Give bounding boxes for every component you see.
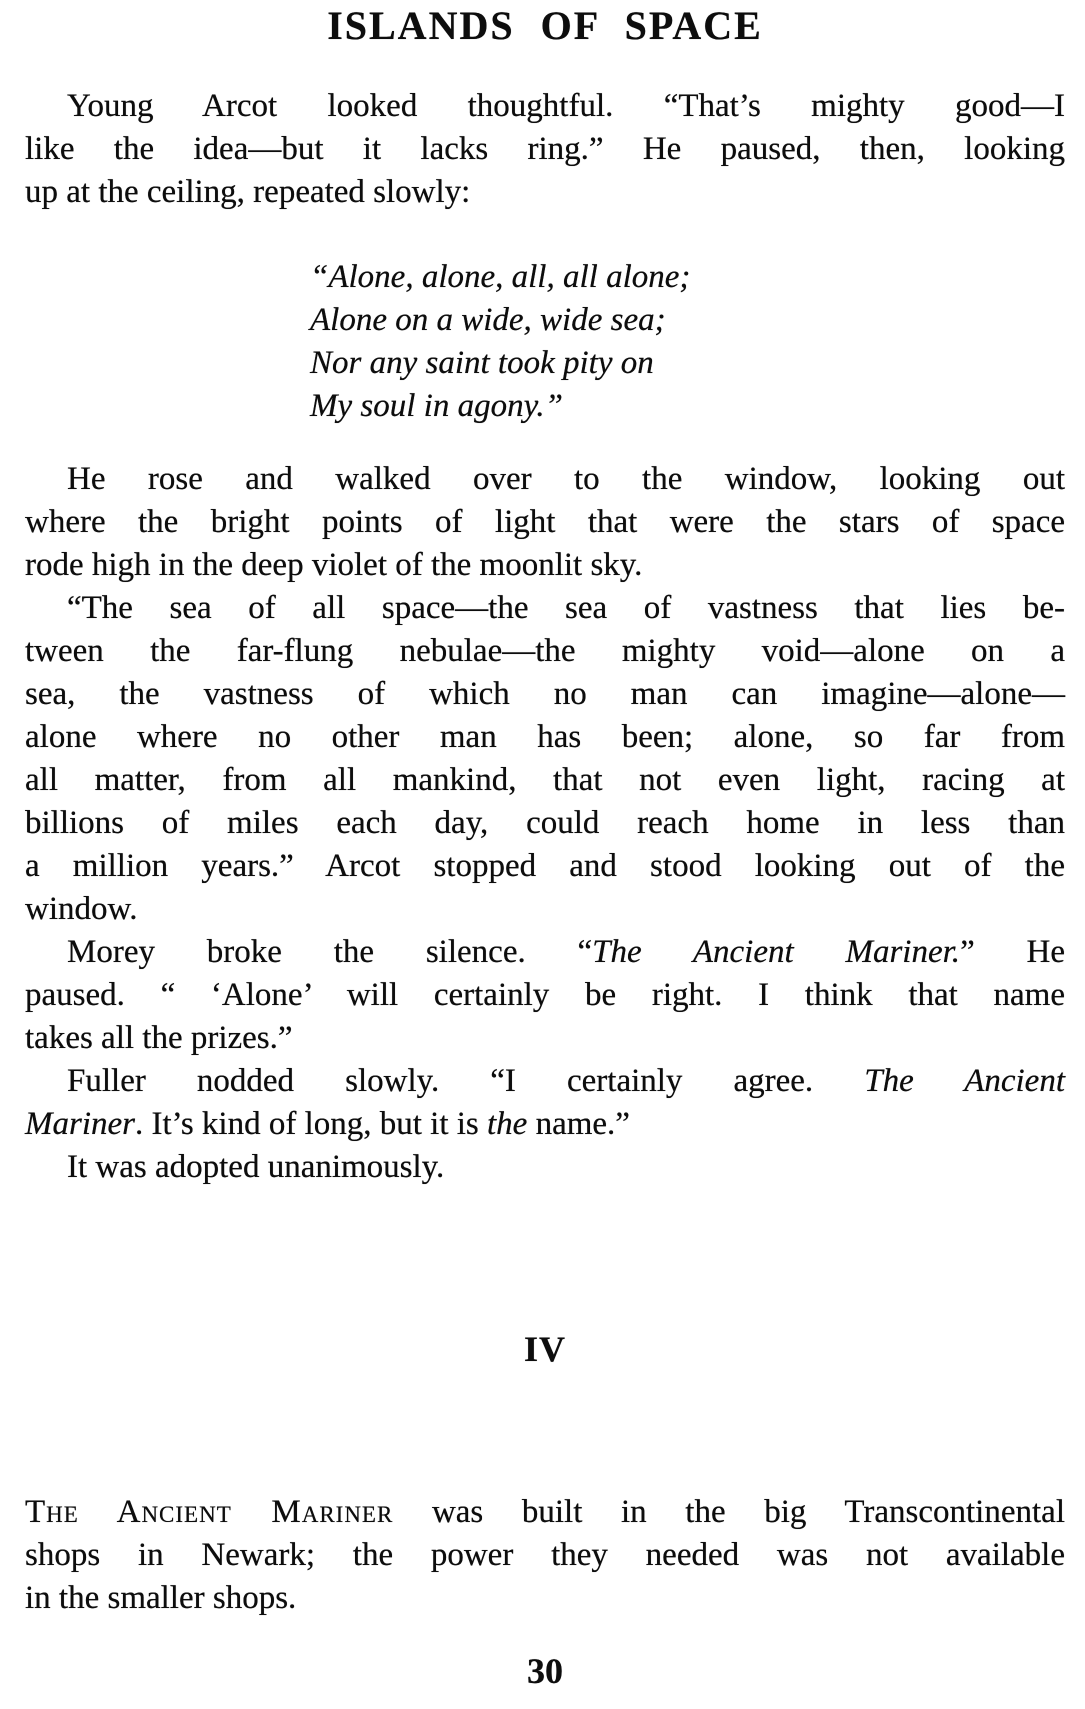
- text-line: It was adopted unanimously.: [67, 1149, 445, 1185]
- text-line: The Ancient Mariner was built in the big Transcontinental: [25, 1494, 1065, 1530]
- text-line: “The sea of all space—the sea of vastness that lies be-: [67, 590, 1065, 626]
- para-rose-to-window: [25, 458, 1065, 587]
- heading-chapter-iv: [25, 1328, 1065, 1371]
- para-fuller-agree: [25, 1060, 1065, 1146]
- text-line: takes all the prizes.”: [25, 1020, 293, 1056]
- para-mariner-built: [25, 1491, 1065, 1620]
- text-line: in the smaller shops.: [25, 1580, 297, 1616]
- text-line: shops in Newark; the power they needed was not available: [25, 1537, 1065, 1573]
- running-title: ISLANDS OF SPACE: [327, 3, 763, 48]
- text-line: Young Arcot looked thoughtful. “That’s mighty good—I: [67, 88, 1065, 124]
- text-line: sea, the vastness of which no man can imagine—alone—: [25, 676, 1065, 712]
- verse-ancient-mariner-quote: [310, 256, 1065, 428]
- verse-line: Nor any saint took pity on: [310, 345, 654, 381]
- para-arcot-thoughtful: [25, 85, 1065, 214]
- verse-line: “Alone, alone, all, all alone;: [310, 259, 691, 295]
- text-line: Fuller nodded slowly. “I certainly agree. The Ancient: [67, 1063, 1065, 1099]
- text-line: IV: [523, 1329, 566, 1369]
- text-line: Mariner. It’s kind of long, but it is the name.”: [25, 1106, 630, 1142]
- text-line: like the idea—but it lacks ring.” He paused, then, looking: [25, 131, 1065, 167]
- text-line: He rose and walked over to the window, looking out: [67, 461, 1065, 497]
- verse-line: Alone on a wide, wide sea;: [310, 302, 666, 338]
- text-line: up at the ceiling, repeated slowly:: [25, 174, 471, 210]
- text-line: where the bright points of light that were the stars of space: [25, 504, 1065, 540]
- text-line: all matter, from all mankind, that not even light, racing at: [25, 762, 1065, 798]
- text-line: window.: [25, 891, 138, 927]
- text-line: rode high in the deep violet of the moonlit sky.: [25, 547, 643, 583]
- text-line: Morey broke the silence. “The Ancient Mariner.” He: [67, 934, 1065, 970]
- text-line: billions of miles each day, could reach home in less than: [25, 805, 1065, 841]
- para-sea-of-space: [25, 587, 1065, 931]
- text-line: alone where no other man has been; alone, so far from: [25, 719, 1065, 755]
- text-line: a million years.” Arcot stopped and stood looking out of the: [25, 848, 1065, 884]
- text-line: tween the far-flung nebulae—the mighty void—alone on a: [25, 633, 1065, 669]
- para-adopted: [25, 1146, 1065, 1189]
- text-line: paused. “ ‘Alone’ will certainly be right. I think that name: [25, 977, 1065, 1013]
- verse-line: My soul in agony.”: [310, 388, 563, 424]
- page-body: [25, 85, 1065, 1620]
- page-number: 30: [527, 1651, 563, 1691]
- para-morey-silence: [25, 931, 1065, 1060]
